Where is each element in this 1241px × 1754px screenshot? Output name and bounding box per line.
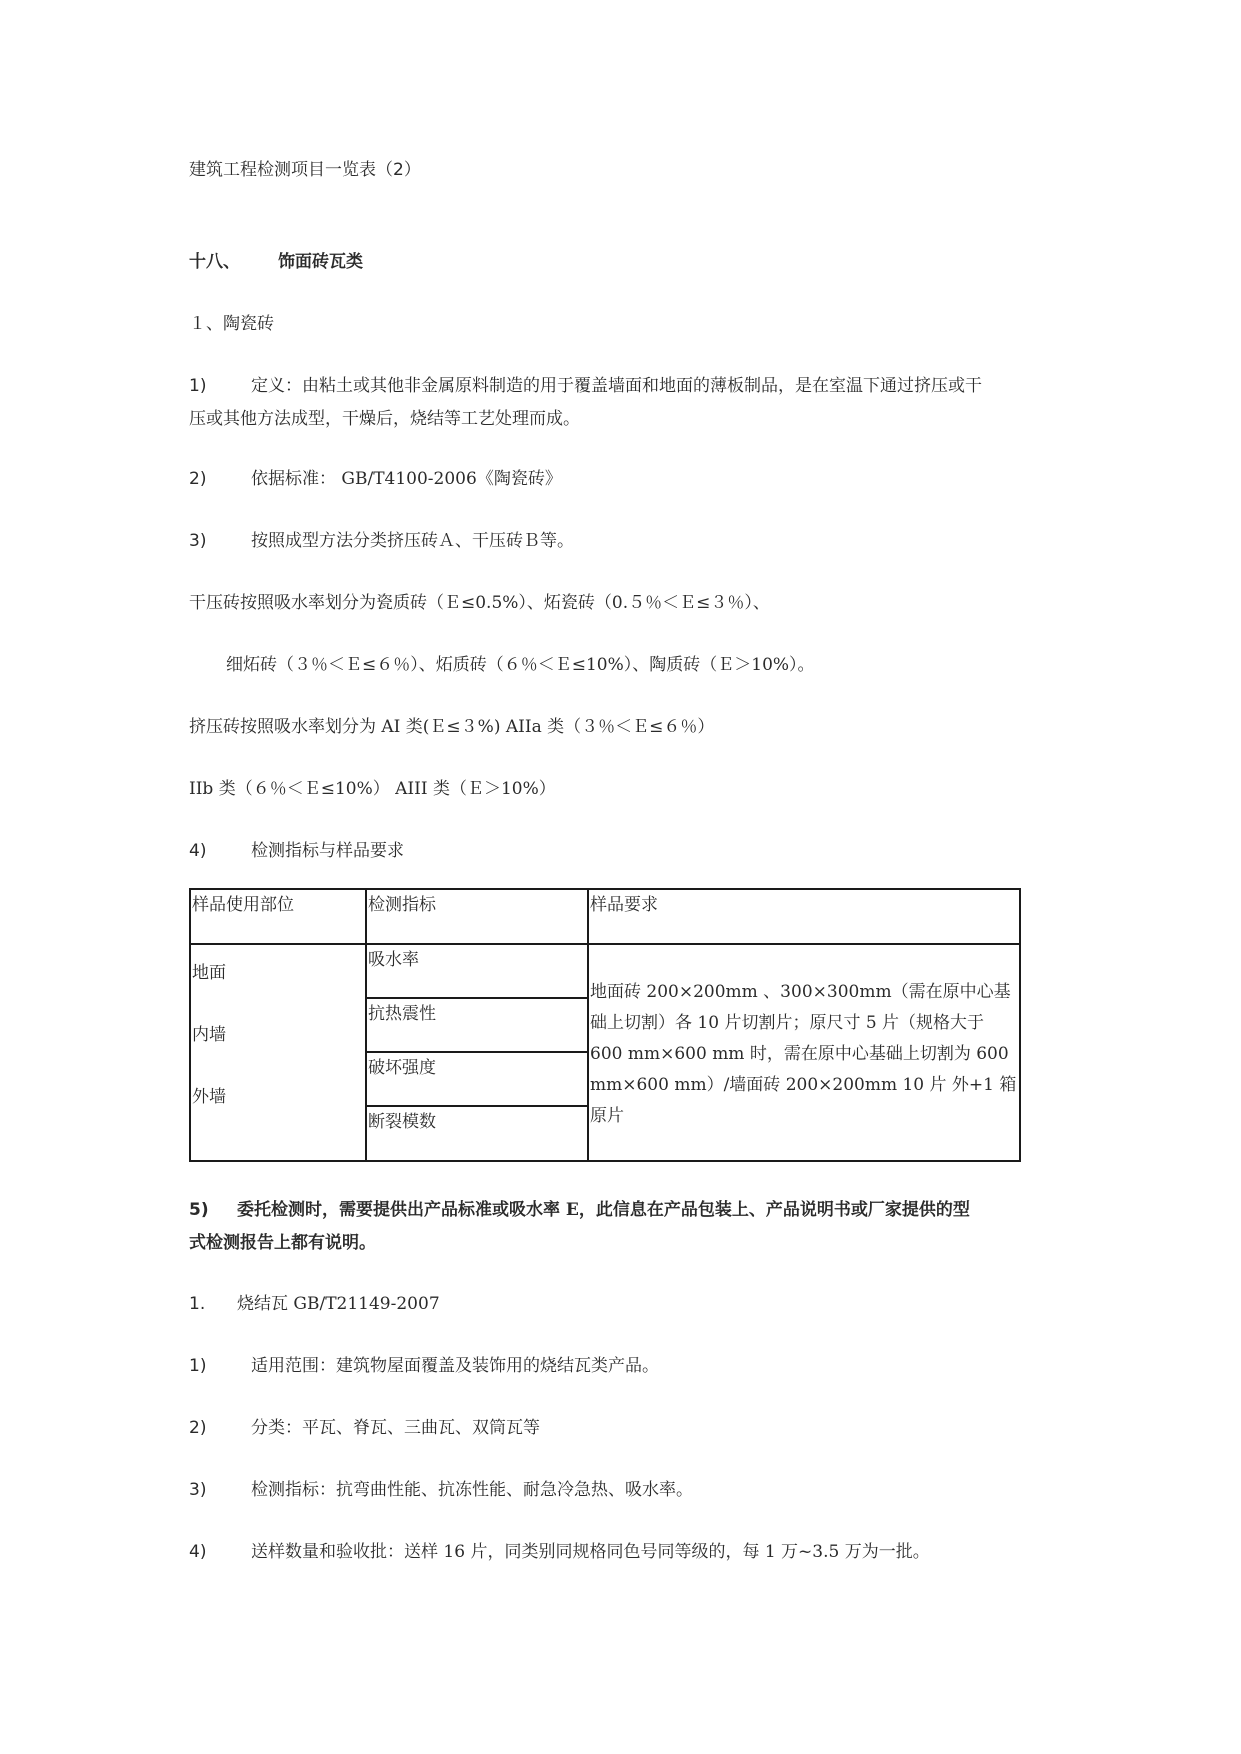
indicator-thermal-shock: 抗热震性 — [366, 998, 588, 1052]
part-exterior-wall: 外墙 — [192, 1087, 226, 1107]
section-heading: 饰面砖瓦类 — [278, 252, 363, 272]
table-header-requirement: 样品要求 — [588, 889, 1020, 944]
table-cell-parts — [190, 944, 366, 1161]
tile-item-4-text: 送样数量和验收批：送样 16 片，同类别同规格同色号同等级的，每 1 万~3.5 万为一批。 — [251, 1542, 930, 1562]
item-2-text: 依据标准： GB/T4100-2006《陶瓷砖》 — [251, 469, 562, 489]
section-number: 十八、 — [189, 252, 240, 272]
item-5 — [189, 1198, 970, 1222]
fired-tile-heading — [189, 1292, 440, 1316]
subsection-ceramic-tile: １、陶瓷砖 — [189, 314, 274, 334]
item-1-number: 1) — [189, 376, 207, 396]
item-4-text: 检测指标与样品要求 — [251, 841, 404, 861]
item-5-continuation: 式检测报告上都有说明。 — [189, 1233, 376, 1253]
indicator-modulus-of-rupture: 断裂模数 — [366, 1106, 588, 1161]
tile-item-3-number: 3) — [189, 1480, 207, 1500]
item-3-text: 按照成型方法分类挤压砖Ａ、干压砖Ｂ等。 — [251, 531, 574, 551]
part-interior-wall: 内墙 — [192, 1025, 226, 1045]
item-4 — [189, 839, 404, 863]
item-2-number: 2) — [189, 469, 207, 489]
tile-item-1 — [189, 1354, 659, 1378]
tile-item-4 — [189, 1540, 930, 1564]
table-header-indicator: 检测指标 — [366, 889, 588, 944]
tile-item-4-number: 4) — [189, 1542, 207, 1562]
table-cell-requirement: 地面砖 200×200mm 、300×300mm（需在原中心基础上切割）各 10 片切割片；原尺寸 5 片（规格大于 600 mm×600 mm 时，需在原中心基础上切割为 600 mm×600 mm）/墙面砖 200×200mm 10 片 外+1 箱原片 — [588, 944, 1020, 1161]
classification-line-3: 挤压砖按照吸水率划分为 AI 类(Ｅ≤３%) AIIa 类（３％＜Ｅ≤６％） — [189, 717, 715, 737]
classification-line-2: 细炻砖（３％＜Ｅ≤６％）、炻质砖（６％＜Ｅ≤10%）、陶质砖（Ｅ＞10%）。 — [226, 655, 815, 675]
indicator-water-absorption: 吸水率 — [366, 944, 588, 998]
item-5-text: 委托检测时，需要提供出产品标准或吸水率 E，此信息在产品包装上、产品说明书或厂家提供的型 — [237, 1200, 970, 1220]
table-header-part: 样品使用部位 — [190, 889, 366, 944]
tile-item-2-text: 分类：平瓦、脊瓦、三曲瓦、双筒瓦等 — [251, 1418, 540, 1438]
tile-item-3 — [189, 1478, 693, 1502]
item-5-number: 5) — [189, 1200, 209, 1220]
tile-item-3-text: 检测指标：抗弯曲性能、抗冻性能、耐急冷急热、吸水率。 — [251, 1480, 693, 1500]
item-4-number: 4) — [189, 841, 207, 861]
fired-tile-text: 烧结瓦 GB/T21149-2007 — [237, 1294, 440, 1314]
item-1 — [189, 374, 982, 398]
spec-table — [189, 888, 1021, 1162]
tile-item-1-text: 适用范围：建筑物屋面覆盖及装饰用的烧结瓦类产品。 — [251, 1356, 659, 1376]
tile-item-2 — [189, 1416, 540, 1440]
indicator-breaking-strength: 破坏强度 — [366, 1052, 588, 1106]
classification-line-4: IIb 类（６％＜Ｅ≤10%） AIII 类（Ｅ＞10%） — [189, 779, 556, 799]
page-title: 建筑工程检测项目一览表（2） — [189, 160, 421, 180]
item-1-continuation: 压或其他方法成型，干燥后，烧结等工艺处理而成。 — [189, 409, 580, 429]
item-1-text: 定义：由粘土或其他非金属原料制造的用于覆盖墙面和地面的薄板制品，是在室温下通过挤压或干 — [251, 376, 982, 396]
item-3-number: 3) — [189, 531, 207, 551]
part-floor: 地面 — [192, 963, 226, 983]
item-2 — [189, 467, 562, 491]
classification-line-1: 干压砖按照吸水率划分为瓷质砖（Ｅ≤0.5%）、炻瓷砖（0.５％＜Ｅ≤３％）、 — [189, 593, 770, 613]
tile-item-1-number: 1) — [189, 1356, 207, 1376]
fired-tile-number: 1. — [189, 1294, 206, 1314]
tile-item-2-number: 2) — [189, 1418, 207, 1438]
item-3 — [189, 529, 574, 553]
